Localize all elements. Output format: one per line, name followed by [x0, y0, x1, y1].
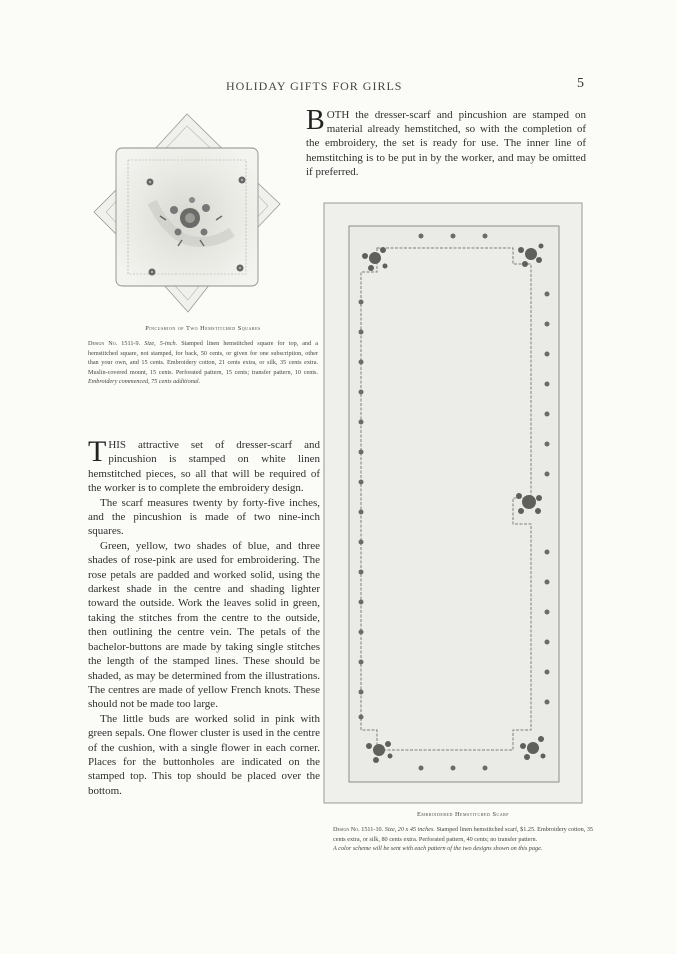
paragraph-2: The scarf measures twenty by forty-five inches, and the pincushion is made of two nine-inch squares. [88, 496, 320, 538]
pincushion-caption [88, 324, 318, 386]
drop-cap-right: B [306, 105, 325, 136]
scarf-size: Size, 20 x 45 inches. [384, 826, 435, 834]
pincushion-caption-title: Pincushion of Two Hemstitched Squares [145, 325, 261, 332]
scarf-caption-title: Embroidered Hemstitched Scarf [417, 811, 509, 818]
article-body-left [88, 435, 320, 798]
scarf-caption [333, 810, 593, 854]
pincushion-embroidery-note: Embroidery commenced, 75 cents additional. [88, 378, 201, 386]
pincushion-description: Stamped linen hemstitched square for top, and a hemstitched square, not stamped, for back, 50 cents, or given for one subscription, other than your own, and 15 cents. Embroidery cotton, 21 cents extra, or silk, 35 cents extra. Muslin-covered mount, 15 cents. Perforated pattern, 15 cents; transfer pattern, 10 cents. [88, 340, 319, 376]
paragraph-1: THIS attractive set of dresser-scarf and pincushion is stamped on white linen hemstitched pieces, so all that will be required of the worker is to complete the embroidery design. [88, 435, 320, 495]
page-number: 5 [577, 76, 584, 91]
running-head: HOLIDAY GIFTS FOR GIRLS [226, 79, 403, 93]
pincushion-size: Size, 5-inch. [144, 340, 178, 348]
scarf-color-note: A color scheme will be sent with each pattern of the two designs shown on this page. [333, 845, 543, 853]
scarf-description: Stamped linen hemstitched scarf, $1.25. Embroidery cotton, 35 cents extra, or silk, 80 cents extra. Perforated pattern, 40 cents; no transfer pattern. [333, 826, 594, 843]
pincushion-design-number: Design No. 1511-9. [88, 340, 141, 348]
paragraph-3: Green, yellow, two shades of blue, and three shades of rose-pink are used for embroidering. The rose petals are padded and worked solid, using the darkest shade in the centre and shading lighter toward the outside. Work the leaves solid in green, taking the stitches from the centre to the outside, then outlining the centre vein. The petals of the bachelor-buttons are made by taking single stitches the length of the stamped lines. These should be shaded, as may be determined from the illustrations. The centres are made of yellow French knots. These should not be made too large. [88, 539, 320, 711]
scarf-inner-panel [361, 248, 531, 750]
scarf-photo [323, 202, 583, 804]
pincushion-photo [92, 112, 282, 314]
scarf-design-number: Design No. 1511-10. [333, 826, 384, 834]
drop-cap: T [88, 435, 107, 468]
paragraph-right-1: BOTH the dresser-scarf and pincushion are stamped on material already hemstitched, so with the completion of the embroidery, the set is ready for use. The inner line of hemstitching is to be put in by the worker, and may be omitted if preferred. [306, 105, 586, 178]
article-body-right [306, 105, 586, 179]
paragraph-4: The little buds are worked solid in pink with green sepals. One flower cluster is used in the centre of the cushion, with a single flower in each corner. Places for the buttonholes are indicated on the stamped top. This top should be placed over the bottom. [88, 712, 320, 797]
